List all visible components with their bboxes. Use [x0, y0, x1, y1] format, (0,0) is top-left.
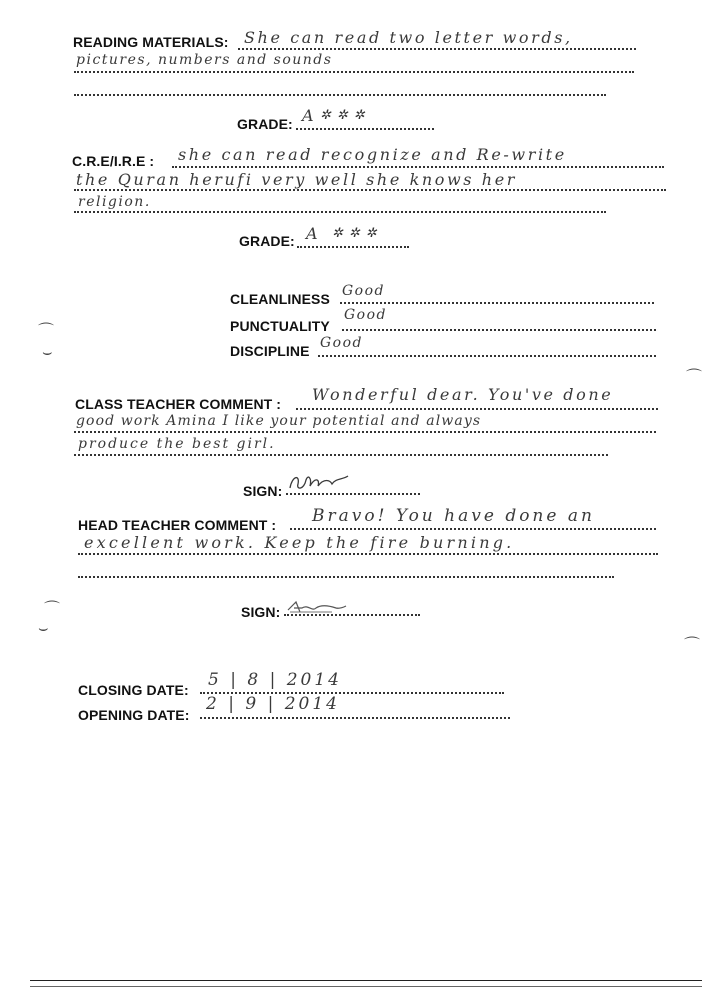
class-teacher-line-2: [74, 431, 656, 433]
cleanliness-value: Good: [342, 283, 386, 299]
cre-grade-stars: ✲✲✲: [332, 226, 383, 241]
head-teacher-comment-line-2: excellent work. Keep the fire burning.: [84, 533, 515, 552]
head-teacher-line-3: [78, 576, 614, 578]
page-bottom-rule: [30, 980, 702, 981]
cre-comment-line-1: she can read recognize and Re-write: [178, 145, 567, 164]
cre-grade-label: GRADE:: [239, 233, 295, 249]
cleanliness-line: [340, 302, 654, 304]
reading-grade-stars: ✲✲✲: [320, 108, 371, 123]
reading-comment-line-1: She can read two letter words,: [244, 28, 573, 47]
cre-label: C.R.E/I.R.E :: [72, 153, 155, 169]
head-teacher-comment-label: HEAD TEACHER COMMENT :: [78, 517, 277, 533]
discipline-line: [318, 355, 656, 357]
reading-line-2: [74, 71, 634, 73]
class-teacher-line-3: [74, 454, 608, 456]
margin-mark: ⌒: [38, 321, 55, 340]
punctuality-line: [342, 329, 656, 331]
head-teacher-sign-label: SIGN:: [241, 604, 281, 620]
page-bottom-rule: [30, 986, 702, 987]
opening-date-line: [200, 717, 510, 719]
discipline-value: Good: [320, 335, 364, 351]
margin-mark: ⌒: [44, 599, 61, 618]
closing-date-value: 5 | 8 | 2014: [208, 670, 342, 690]
reading-grade-label: GRADE:: [237, 116, 293, 132]
cre-line-3: [74, 211, 606, 213]
class-teacher-sign-label: SIGN:: [243, 483, 283, 499]
head-teacher-line-1: [290, 528, 656, 530]
reading-line-3: [74, 94, 606, 96]
head-teacher-signature: [286, 598, 350, 616]
class-teacher-comment-line-3: produce the best girl.: [78, 436, 276, 452]
reading-comment-line-2: pictures, numbers and sounds: [76, 52, 333, 68]
class-teacher-signature: [286, 470, 356, 494]
head-teacher-comment-line-1: Bravo! You have done an: [312, 506, 595, 526]
cre-grade-value: A: [306, 224, 320, 243]
cleanliness-label: CLEANLINESS: [230, 291, 330, 307]
cre-comment-line-3: religion.: [78, 194, 151, 210]
cre-grade-line: [297, 246, 409, 248]
class-teacher-comment-line-2: good work Amina I like your potential and always: [76, 413, 482, 429]
cre-line-2: [74, 189, 666, 191]
class-teacher-line-1: [296, 408, 658, 410]
reading-grade-line: [296, 128, 434, 130]
margin-mark: ⌒: [686, 367, 703, 386]
punctuality-label: PUNCTUALITY: [230, 318, 330, 334]
margin-mark: ⌒: [684, 635, 701, 654]
class-teacher-comment-label: CLASS TEACHER COMMENT :: [75, 396, 282, 412]
reading-grade-value: A: [302, 106, 316, 125]
head-teacher-line-2: [78, 553, 658, 555]
class-teacher-comment-line-1: Wonderful dear. You've done: [312, 385, 614, 404]
margin-mark: ⌣: [42, 342, 53, 361]
reading-materials-label: READING MATERIALS:: [73, 34, 229, 50]
discipline-label: DISCIPLINE: [230, 343, 310, 359]
closing-date-label: CLOSING DATE:: [78, 682, 189, 698]
punctuality-value: Good: [344, 307, 388, 323]
opening-date-value: 2 | 9 | 2014: [206, 694, 340, 714]
cre-line-1: [172, 166, 664, 168]
margin-mark: ⌣: [38, 618, 49, 637]
opening-date-label: OPENING DATE:: [78, 707, 190, 723]
reading-line-1: [238, 48, 636, 50]
cre-comment-line-2: the Quran herufi very well she knows her: [76, 170, 518, 189]
